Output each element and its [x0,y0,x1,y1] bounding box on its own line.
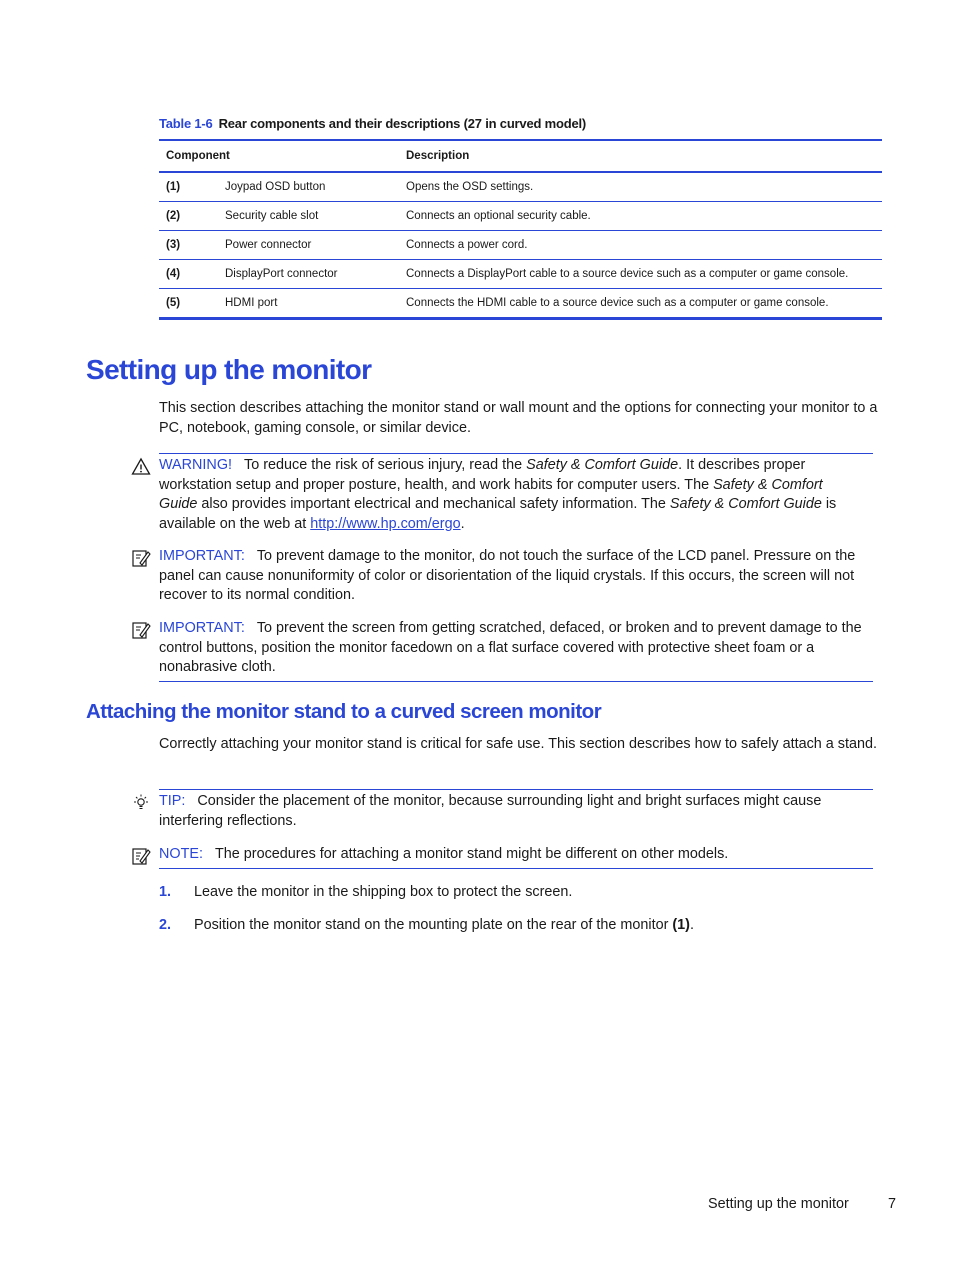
guide-title: Safety & Comfort Guide [669,496,822,512]
row-description: Connects an optional security cable. [399,202,882,231]
warning-text: . [460,515,465,532]
page-number: 7 [888,1196,897,1212]
table-row [159,231,882,260]
table-caption-number: Table 1-6 [159,116,213,131]
note-icon [131,846,151,866]
tip-text: Consider the placement of the monitor, because surrounding light and bright surfaces might cause interfering reflections. [159,793,822,829]
row-number: (1) [166,181,181,193]
note-label: NOTE: [159,846,203,862]
warning-text: is available on the web at [159,496,837,532]
row-component: Joypad OSD button [225,181,326,193]
step-callout: (1) [672,917,690,933]
table-row [159,172,882,202]
important-icon [131,548,151,568]
row-number: (3) [159,231,218,260]
important-label: IMPORTANT: [159,548,245,564]
table-row [159,260,882,289]
table-caption-title: Rear components and their descriptions (27 in curved model) [218,116,587,131]
important-text: To prevent the screen from getting scratched, defaced, or broken and to prevent damage to the control buttons, position the monitor facedown on a flat surface covered with protective sheet foam or a nonabrasive cloth. [159,620,862,675]
note-bottom-rule [159,868,873,869]
ergo-link[interactable]: http://www.hp.com/ergo [310,515,461,532]
header-component: Component [159,140,399,172]
table-row [159,202,882,231]
guide-title: Safety & Comfort Guide [526,457,679,473]
important-icon [131,620,151,640]
subsection-title: Attaching the monitor stand to a curved screen monitor [86,700,602,723]
important-notice-1 [159,547,873,606]
important-text: To prevent damage to the monitor, do not touch the surface of the LCD panel. Pressure on the panel can cause nonuniformity of color or disorientation of the liquid crystals. If this occurs, the screen will not recover to its normal condition. [159,548,856,603]
section-intro: This section describes attaching the monitor stand or wall mount and the options for connecting your monitor to a PC, notebook, gaming console, or similar device. [159,400,878,436]
notice-bottom-rule [159,681,873,682]
header-description: Description [399,140,882,172]
row-description: Opens the OSD settings. [406,181,534,193]
warning-text: . It describes proper workstation setup and proper posture, health, and work habits for computer users. The [159,457,806,493]
table-row [159,289,882,319]
step-text [194,917,694,933]
rear-components-table [159,139,882,320]
row-description: Connects a DisplayPort cable to a source device such as a computer or game console. [399,260,882,289]
row-description: Connects the HDMI cable to a source device such as a computer or game console. [399,289,882,319]
row-component: Power connector [218,231,399,260]
row-component: DisplayPort connector [218,260,399,289]
step-text: Leave the monitor in the shipping box to protect the screen. [194,884,573,900]
tip-notice [159,792,873,831]
row-component: HDMI port [218,289,399,319]
warning-text: also provides important electrical and mechanical safety information. The [197,496,670,512]
step-number: 2. [159,917,172,933]
important-notice-2 [159,619,873,678]
row-number: (4) [159,260,218,289]
warning-notice [159,456,849,534]
table-caption [159,116,586,131]
note-notice [159,845,873,865]
warning-icon [131,457,151,477]
notice-top-rule [159,453,873,454]
section-title: Setting up the monitor [86,354,372,385]
table-header-row [159,140,882,172]
row-number: (2) [159,202,218,231]
step-text-main: Position the monitor stand on the mounting plate on the rear of the monitor [194,917,673,933]
warning-text: To reduce the risk of serious injury, read the [244,457,527,473]
step-number: 1. [159,884,172,900]
note-text: The procedures for attaching a monitor stand might be different on other models. [214,846,729,862]
footer-section-title: Setting up the monitor [708,1196,849,1212]
warning-label: WARNING! [159,457,233,473]
step-text-tail: . [689,917,694,933]
tip-top-rule [159,789,873,790]
guide-title: Safety & Comfort Guide [159,476,823,512]
row-description: Connects a power cord. [399,231,882,260]
tip-label: TIP: [159,793,186,809]
lightbulb-icon [131,793,151,813]
row-number: (5) [159,289,218,319]
row-component: Security cable slot [218,202,399,231]
subsection-intro: Correctly attaching your monitor stand is critical for safe use. This section describes how to safely attach a stand. [159,736,877,752]
important-label: IMPORTANT: [159,620,245,636]
